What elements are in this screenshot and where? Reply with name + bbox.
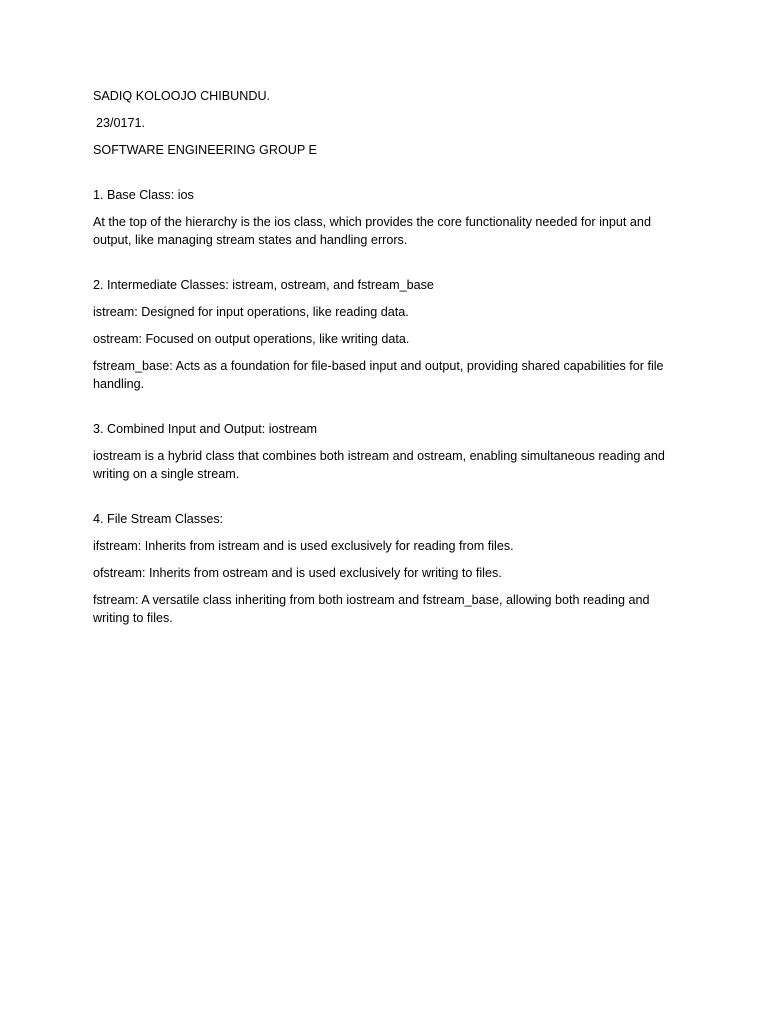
section-heading: 2. Intermediate Classes: istream, ostream, and fstream_base xyxy=(93,278,434,292)
section-heading: 3. Combined Input and Output: iostream xyxy=(93,422,318,436)
document-body xyxy=(93,87,683,636)
section-paragraph: fstream: A versatile class inheriting from both iostream and fstream_base, allowing both reading and writing to files. xyxy=(93,593,650,625)
student-id: 23/0171. xyxy=(96,116,146,130)
section-paragraph: ofstream: Inherits from ostream and is used exclusively for writing to files. xyxy=(93,566,502,580)
section-heading: 4. File Stream Classes: xyxy=(93,512,224,526)
section-paragraph: At the top of the hierarchy is the ios class, which provides the core functionality needed for input and output, like managing stream states and handling errors. xyxy=(93,215,651,247)
section-heading: 1. Base Class: ios xyxy=(93,188,194,202)
section-paragraph: istream: Designed for input operations, like reading data. xyxy=(93,305,409,319)
group-label: SOFTWARE ENGINEERING GROUP E xyxy=(93,143,317,157)
section-paragraph: iostream is a hybrid class that combines both istream and ostream, enabling simultaneous reading and writing on a single stream. xyxy=(93,449,665,481)
section-paragraph: ostream: Focused on output operations, like writing data. xyxy=(93,332,410,346)
author-name: SADIQ KOLOOJO CHIBUNDU. xyxy=(93,89,271,103)
section-paragraph: ifstream: Inherits from istream and is used exclusively for reading from files. xyxy=(93,539,514,553)
section-paragraph: fstream_base: Acts as a foundation for file-based input and output, providing shared capabilities for file handling. xyxy=(93,359,664,391)
